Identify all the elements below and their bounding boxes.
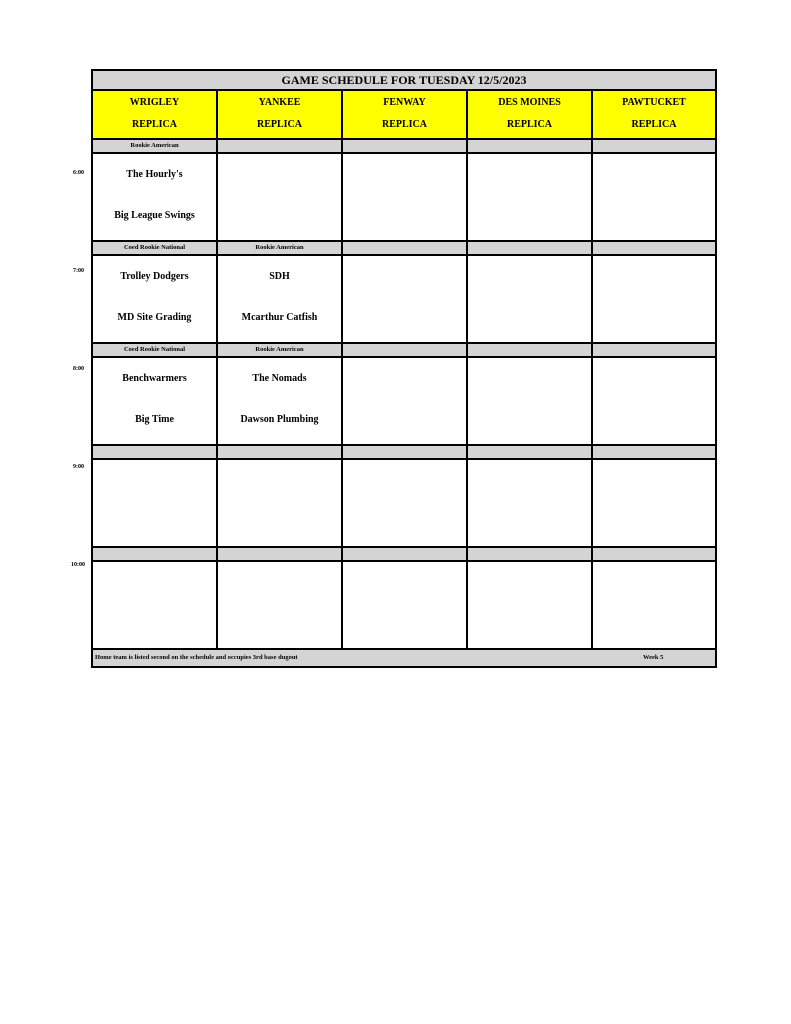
game-cell [468,154,593,240]
game-cell [468,460,593,546]
away-team: Trolley Dodgers [120,271,189,282]
footer-note: Home team is listed second on the schedule and occupies 3rd base dugout [95,654,298,661]
league-label: Rookie American [218,344,343,356]
league-label: Coed Rookie National [93,344,218,356]
time-label: 7:00 [73,268,84,274]
time-label: 10:00 [71,562,85,568]
league-label: Rookie American [218,242,343,254]
field-header-row [93,91,715,140]
away-team: The Nomads [252,373,307,384]
home-team: Big Time [135,414,174,425]
game-cell [93,256,218,342]
home-team: Mcarthur Catfish [241,312,318,323]
week-label: Week 5 [643,654,664,661]
league-label [468,548,593,560]
game-cell [218,460,343,546]
game-cell [93,358,218,444]
league-label [218,548,343,560]
game-cell [93,562,218,648]
league-label [468,242,593,254]
game-cell [218,154,343,240]
schedule-title: GAME SCHEDULE FOR TUESDAY 12/5/2023 [93,71,715,91]
league-label [343,242,468,254]
game-cell [593,256,715,342]
away-team: Benchwarmers [122,373,187,384]
game-cell [218,358,343,444]
game-cell [468,358,593,444]
game-cell [468,256,593,342]
field-type: REPLICA [256,119,302,130]
game-cell [593,460,715,546]
league-label [343,140,468,152]
game-cell [218,562,343,648]
league-label [468,344,593,356]
game-cell [593,154,715,240]
game-cell [343,358,468,444]
game-row [93,154,715,242]
field-name: YANKEE [258,97,301,108]
game-row [93,358,715,446]
game-cell [593,562,715,648]
field-name: PAWTUCKET [622,97,686,108]
game-cell [343,562,468,648]
league-label [593,548,715,560]
field-name: DES MOINES [498,97,561,108]
league-row [93,242,715,256]
league-label [593,140,715,152]
game-cell [468,562,593,648]
field-type: REPLICA [381,119,427,130]
field-name: WRIGLEY [129,97,180,108]
field-name: FENWAY [383,97,426,108]
field-type: REPLICA [131,119,177,130]
time-label: 6:00 [73,170,84,176]
game-cell [343,256,468,342]
game-cell [343,460,468,546]
away-team: SDH [269,271,290,282]
game-cell [93,154,218,240]
game-cell [93,460,218,546]
game-cell [218,256,343,342]
league-label [593,344,715,356]
league-label [218,140,343,152]
league-row [93,548,715,562]
home-team: Dawson Plumbing [240,414,319,425]
league-label [93,446,218,458]
league-label [593,446,715,458]
field-header-cell [93,91,218,138]
league-label [343,446,468,458]
league-label [343,344,468,356]
league-label [343,548,468,560]
field-header-cell [343,91,468,138]
time-label: 9:00 [73,464,84,470]
game-row [93,256,715,344]
time-slots [93,140,715,650]
field-header-cell [593,91,715,138]
home-team: Big League Swings [114,210,195,221]
field-type: REPLICA [631,119,677,130]
schedule-footer [93,650,715,666]
league-label: Rookie American [93,140,218,152]
game-cell [343,154,468,240]
game-schedule-table [91,69,717,668]
game-row [93,460,715,548]
field-type: REPLICA [506,119,552,130]
league-row [93,140,715,154]
field-header-cell [218,91,343,138]
field-header-cell [468,91,593,138]
league-label [93,548,218,560]
league-label [468,446,593,458]
league-label [468,140,593,152]
time-label: 8:00 [73,366,84,372]
game-cell [593,358,715,444]
league-row [93,446,715,460]
home-team: MD Site Grading [117,312,192,323]
league-label: Coed Rookie National [93,242,218,254]
league-label [593,242,715,254]
away-team: The Hourly's [126,169,183,180]
game-row [93,562,715,650]
league-row [93,344,715,358]
league-label [218,446,343,458]
